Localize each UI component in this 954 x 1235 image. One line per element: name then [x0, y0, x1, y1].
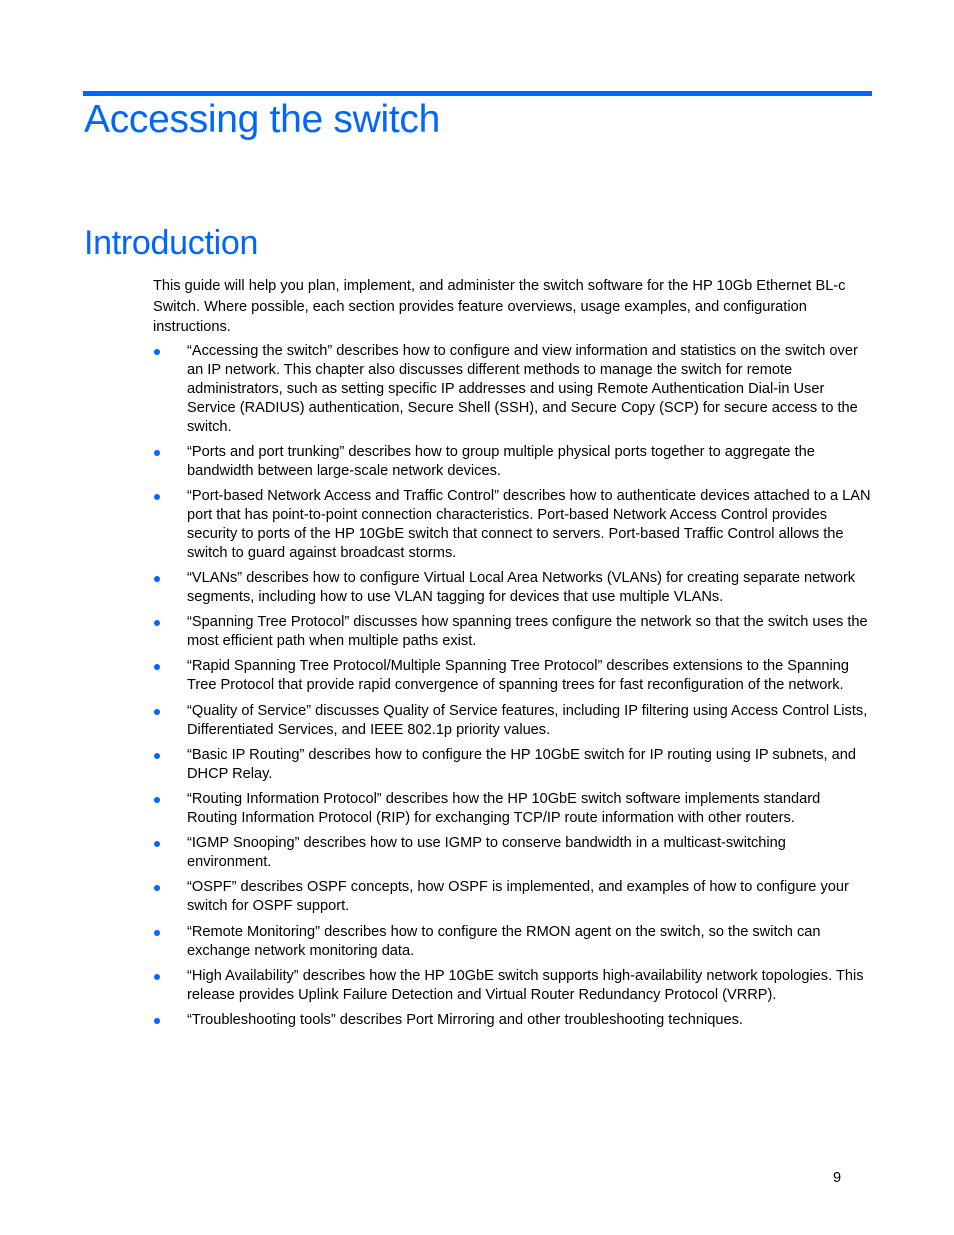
list-item [153, 487, 873, 563]
list-item-text: “Port-based Network Access and Traffic Control” describes how to authenticate devices attached to a LAN port that has point-to-point connection characteristics. Port-based Network Access Control provides security to ports of the HP 10GbE switch that connect to servers. Port-based Traffic Control allows the switch to guard against broadcast storms. [187, 487, 871, 561]
list-item [153, 702, 873, 740]
list-item-text: “Routing Information Protocol” describes how the HP 10GbE switch software implements standard Routing Information Protocol (RIP) for exchanging TCP/IP route information with other routers. [187, 791, 821, 826]
intro-paragraph: This guide will help you plan, implement, and administer the switch software for the HP 10Gb Ethernet BL-c Switch. Where possible, each section provides feature overviews, usage examples, and configuration instructions. [153, 278, 846, 335]
list-item-text: “OSPF” describes OSPF concepts, how OSPF is implemented, and examples of how to configure your switch for OSPF support. [187, 879, 849, 915]
bullet-icon [154, 349, 160, 355]
bullet-icon [154, 930, 160, 936]
bullet-icon [154, 494, 160, 500]
bullet-icon [154, 664, 160, 670]
bullet-icon [154, 753, 160, 759]
bullet-icon [154, 450, 160, 456]
bullet-icon [154, 974, 160, 980]
list-item [153, 1011, 873, 1030]
list-item-text: “Ports and port trunking” describes how to group multiple physical ports together to aggregate the bandwidth between large-scale network devices. [187, 443, 815, 479]
list-item [153, 613, 873, 651]
list-item-text: “Rapid Spanning Tree Protocol/Multiple Spanning Tree Protocol” describes extensions to the Spanning Tree Protocol that provide rapid convergence of spanning trees for fast reconfiguration of the network. [187, 658, 849, 694]
list-item-text: “High Availability” describes how the HP 10GbE switch supports high-availability network topologies. This release provides Uplink Failure Detection and Virtual Router Redundancy Protocol (VRRP). [187, 967, 864, 1003]
list-item-text: “Accessing the switch” describes how to configure and view information and statistics on the switch over an IP network. This chapter also discusses different methods to manage the switch for remote administrators, such as setting specific IP addresses and using Remote Authentication Dial-in User Service (RADIUS) authentication, Secure Shell (SSH), and Secure Copy (SCP) for secure access to the switch. [187, 342, 858, 435]
bullet-icon [154, 709, 160, 715]
list-item [153, 569, 873, 607]
list-item-text: “Basic IP Routing” describes how to configure the HP 10GbE switch for IP routing using IP subnets, and DHCP Relay. [187, 746, 856, 782]
bullet-list [153, 342, 873, 1030]
list-item [153, 967, 873, 1005]
list-item [153, 342, 873, 437]
section-body [153, 276, 873, 1036]
list-item-text: “Remote Monitoring” describes how to configure the RMON agent on the switch, so the switch can exchange network monitoring data. [187, 923, 821, 959]
list-item-text: “Quality of Service” discusses Quality of Service features, including IP filtering using Access Control Lists, Differentiated Services, and IEEE 802.1p priority values. [187, 702, 868, 738]
list-item-text: “Spanning Tree Protocol” discusses how spanning trees configure the network so that the switch uses the most efficient path when multiple paths exist. [187, 614, 868, 650]
list-item-text: “Troubleshooting tools” describes Port Mirroring and other troubleshooting techniques. [187, 1011, 743, 1028]
bullet-icon [154, 576, 160, 582]
bullet-icon [154, 1018, 160, 1024]
list-item [153, 746, 873, 784]
list-item [153, 657, 873, 695]
list-item [153, 878, 873, 916]
list-item [153, 790, 873, 828]
list-item [153, 834, 873, 872]
bullet-icon [154, 620, 160, 626]
chapter-rule [83, 91, 872, 96]
page-number: 9 [833, 1170, 842, 1186]
bullet-icon [154, 841, 160, 847]
section-title: Introduction [84, 224, 259, 262]
list-item [153, 443, 873, 481]
list-item-text: “IGMP Snooping” describes how to use IGMP to conserve bandwidth in a multicast-switching environment. [187, 835, 786, 871]
bullet-icon [154, 885, 160, 891]
list-item [153, 923, 873, 961]
chapter-title: Accessing the switch [84, 98, 440, 141]
bullet-icon [154, 797, 160, 803]
list-item-text: “VLANs” describes how to configure Virtual Local Area Networks (VLANs) for creating separate network segments, including how to use VLAN tagging for devices that use multiple VLANs. [187, 570, 856, 606]
